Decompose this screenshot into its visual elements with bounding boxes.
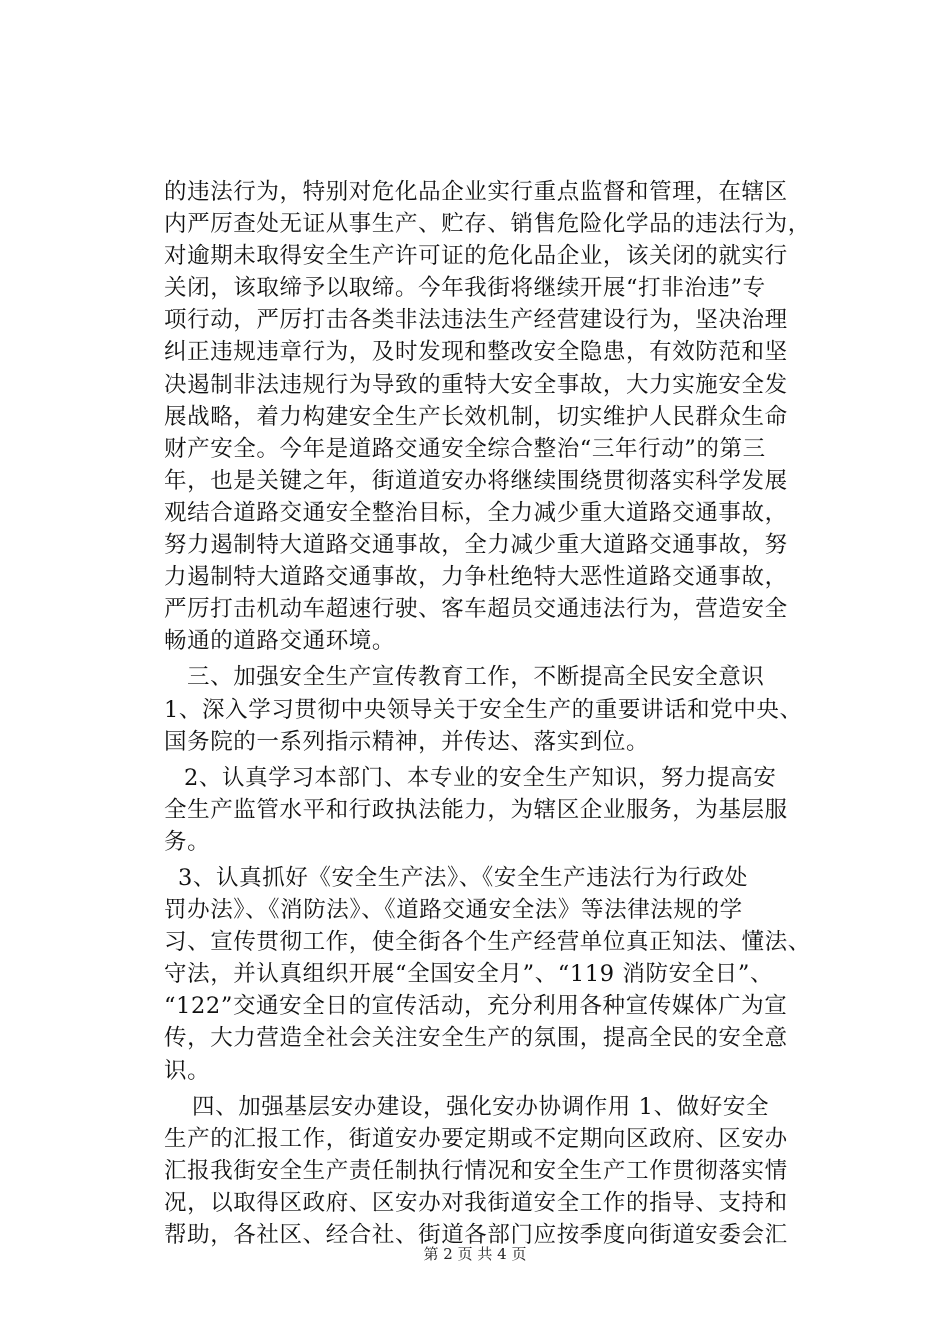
section-heading: 三、加强安全生产宣传教育工作，不断提高全民安全意识 [187, 664, 765, 691]
document-body [164, 176, 811, 1251]
text-line: 观结合道路交通安全整治目标，全力减少重大道路交通事故， [164, 499, 788, 526]
text-line: 务。 [164, 828, 211, 855]
text-line: 年，也是关键之年，街道道安办将继续围绕贯彻落实科学发展 [164, 467, 788, 494]
text-line: 努力遏制特大道路交通事故，全力减少重大道路交通事故，努 [164, 532, 788, 559]
text-line: 习、宣传贯彻工作，使全街各个生产经营单位真正知法、懂法、 [164, 929, 811, 956]
text-line: 识。 [164, 1057, 211, 1084]
text-line: 纠正违规违章行为，及时发现和整改安全隐患，有效防范和坚 [164, 339, 788, 366]
text-line: “122”交通安全日的宣传活动，充分利用各种宣传媒体广为宣 [164, 993, 788, 1020]
text-line: 全生产监管水平和行政执法能力，为辖区企业服务，为基层服 [164, 796, 788, 823]
text-line: 生产的汇报工作，街道安办要定期或不定期向区政府、区安办 [164, 1125, 788, 1152]
text-line: 畅通的道路交通环境。 [164, 628, 396, 655]
text-line: 帮助，各社区、经合社、街道各部门应按季度向街道安委会汇 [164, 1222, 788, 1248]
text-line: 传，大力营造全社会关注安全生产的氛围，提高全民的安全意 [164, 1025, 788, 1052]
text-line: 罚办法》、《消防法》、《道路交通安全法》等法律法规的学 [164, 897, 743, 924]
text-line: 国务院的一系列指示精神，并传达、落实到位。 [164, 728, 650, 755]
text-line: 对逾期未取得安全生产许可证的危化品企业，该关闭的就实行 [164, 243, 788, 270]
text-line: 2、认真学习本部门、本专业的安全生产知识，努力提高安 [184, 764, 777, 791]
text-line: 力遏制特大道路交通事故，力争杜绝特大恶性道路交通事故， [164, 564, 788, 591]
text-line: 1、深入学习贯彻中央领导关于安全生产的重要讲话和党中央、 [164, 696, 803, 723]
text-line: 财产安全。今年是道路交通安全综合整治“三年行动”的第三 [164, 435, 766, 462]
page-footer: 第 2 页 共 4 页 [423, 1245, 527, 1263]
text-line: 决遏制非法违规行为导致的重特大安全事故，大力实施安全发 [164, 371, 788, 398]
text-line: 况，以取得区政府、区安办对我街道安全工作的指导、支持和 [164, 1189, 788, 1216]
text-line: 关闭，该取缔予以取缔。今年我街将继续开展“打非治违”专 [164, 275, 766, 302]
section-heading: 四、加强基层安办建设，强化安办协调作用 1、做好安全 [192, 1093, 770, 1120]
text-line: 项行动，严厉打击各类非法违法生产经营建设行为，坚决治理 [164, 307, 788, 334]
text-line: 3、认真抓好《安全生产法》、《安全生产违法行为行政处 [178, 864, 748, 891]
text-line: 严厉打击机动车超速行驶、客车超员交通违法行为，营造安全 [164, 596, 788, 623]
text-line: 守法，并认真组织开展“全国安全月”、“119 消防安全日”、 [164, 961, 774, 988]
text-line: 内严厉查处无证从事生产、贮存、销售危险化学品的违法行为， [164, 211, 811, 238]
text-line: 展战略，着力构建安全生产长效机制，切实维护人民群众生命 [164, 403, 788, 430]
text-line: 的违法行为，特别对危化品企业实行重点监督和管理，在辖区 [164, 179, 788, 205]
text-line: 汇报我街安全生产责任制执行情况和安全生产工作贯彻落实情 [164, 1157, 788, 1184]
